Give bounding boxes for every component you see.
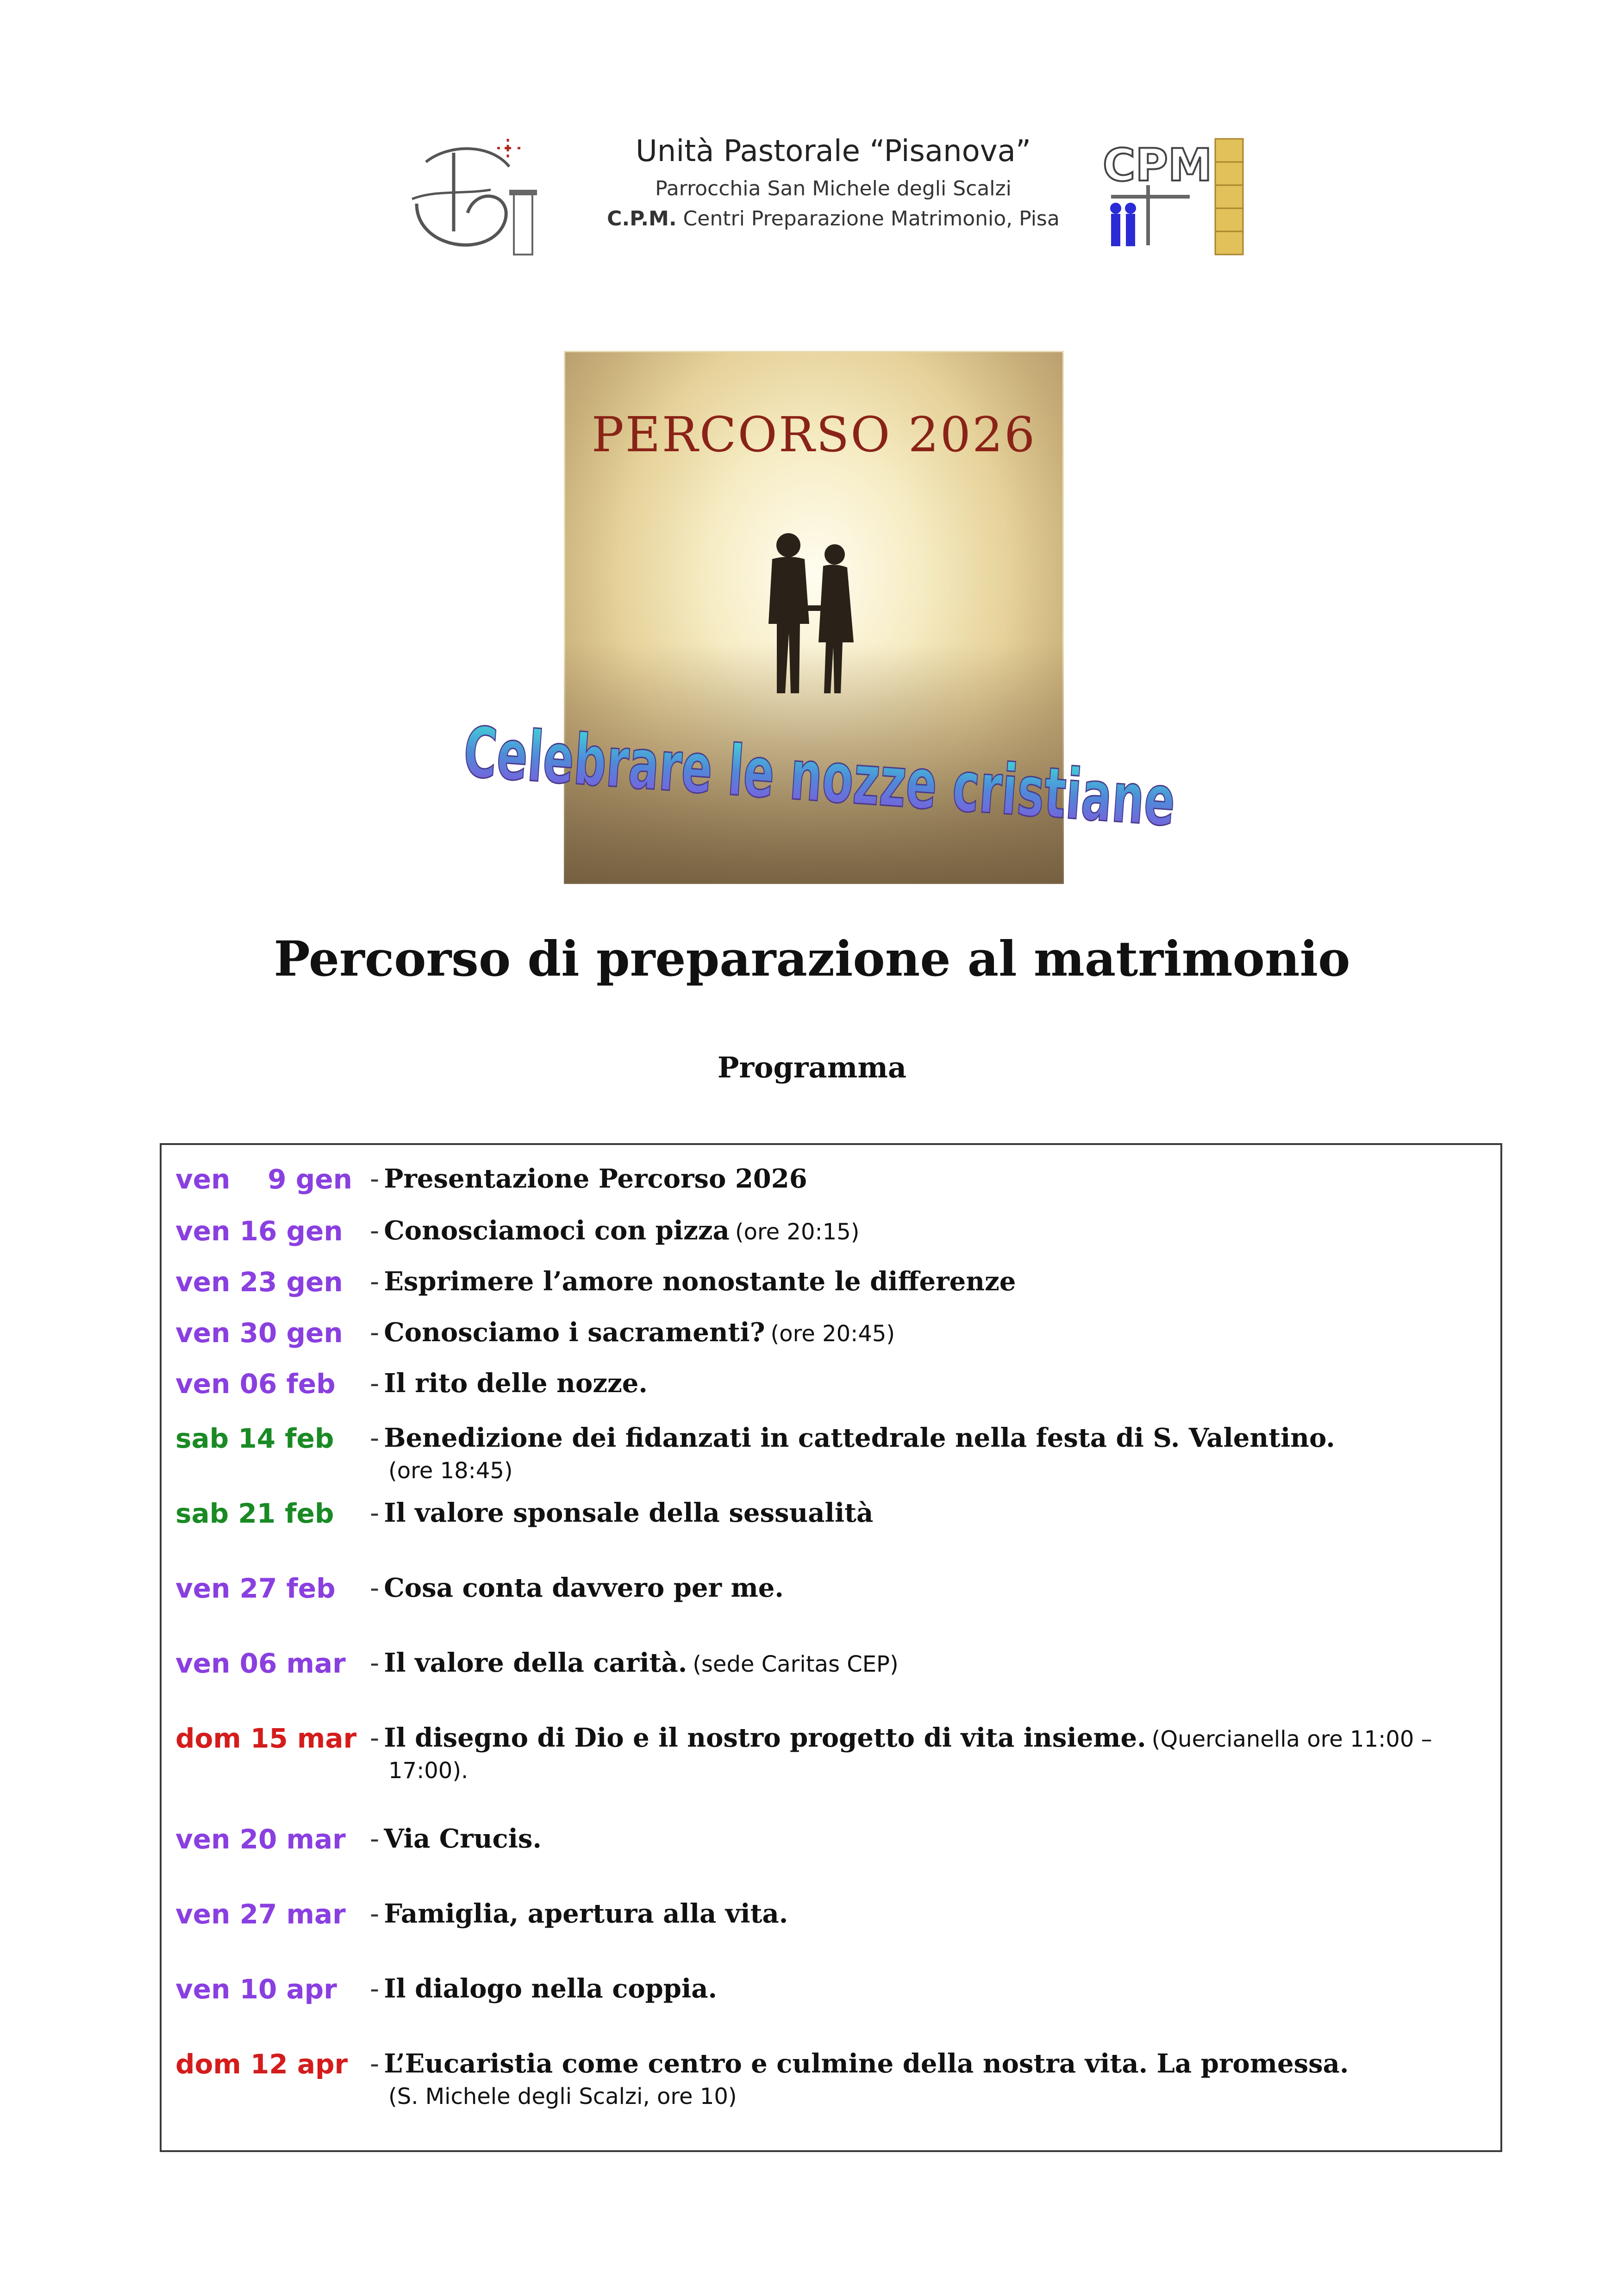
schedule-topic: Il dialogo nella coppia. [384,1973,718,2004]
dash: - [370,1216,380,1246]
dash: - [370,2049,380,2079]
dash: - [370,1824,380,1854]
schedule-desc [370,1317,1481,1348]
cpm-abbr: C.P.M. [607,207,677,230]
schedule-topic: Esprimere l’amore nonostante le differenze [384,1266,1016,1297]
schedule-date: sab 21 feb [175,1498,334,1529]
dash: - [370,1974,380,2004]
schedule-date: dom 12 apr [175,2048,348,2080]
header-text [602,134,1065,230]
section-title: Programma [717,1051,907,1084]
schedule-desc [370,1215,1481,1246]
schedule-note: (ore 20:15) [735,1219,860,1245]
dash: - [370,1369,380,1399]
schedule-date: ven 27 mar [175,1898,346,1930]
schedule-desc [370,1648,1481,1678]
dash: - [370,1723,380,1753]
schedule-date: dom 15 mar [175,1723,357,1754]
schedule-topic: Il disegno di Dio e il nostro progetto di vita insieme. [384,1723,1146,1753]
poster-title: PERCORSO 2026 [591,406,1037,463]
schedule-topic: L’Eucaristia come centro e culmine della nostra vita. La promessa. [384,2048,1349,2079]
schedule-desc [370,1368,1481,1399]
schedule-desc [370,1723,1481,1784]
schedule-date: ven 06 feb [175,1368,336,1400]
header [398,120,1278,273]
schedule-desc [370,1898,1481,1929]
schedule-topic: Conosciamoci con pizza [384,1215,730,1246]
dash: - [370,1899,380,1929]
schedule-topic: Famiglia, apertura alla vita. [384,1898,788,1929]
schedule-note: (Quercianella ore 11:00 – [1151,1726,1432,1752]
schedule-note-continued: 17:00). [388,1758,468,1784]
cpm-line [602,207,1065,230]
schedule-date: ven 30 gen [175,1317,343,1349]
dash: - [370,1498,380,1528]
schedule-note: (sede Caritas CEP) [693,1651,899,1677]
schedule-date: ven 9 gen [175,1164,352,1195]
schedule-desc [370,1498,1481,1528]
schedule-date: ven 20 mar [175,1823,346,1855]
schedule-desc [370,1973,1481,2004]
schedule-date: ven 10 apr [175,1973,337,2005]
cpm-logo-icon [1102,134,1255,259]
cpm-full: Centri Preparazione Matrimonio, Pisa [683,207,1060,230]
dash: - [370,1164,380,1194]
schedule-date: ven 06 mar [175,1648,346,1679]
cpm-logo-text: CPM [1103,139,1212,191]
page-title: Percorso di preparazione al matrimonio [274,930,1350,987]
dash: - [370,1318,380,1348]
schedule-topic: Il valore sponsale della sessualità [384,1498,874,1528]
poster-tagline: Celebrare le nozze cristiane [461,712,1555,869]
schedule-topic: Il valore della carità. [384,1648,687,1678]
schedule-date: ven 16 gen [175,1215,343,1247]
schedule-date: sab 14 feb [175,1423,334,1454]
schedule-note: (ore 18:45) [388,1458,513,1484]
schedule-desc [370,1266,1481,1297]
parish-name: Parrocchia San Michele degli Scalzi [655,177,1012,200]
schedule-desc [370,2048,1481,2109]
parish-logo-icon [398,134,551,268]
dash: - [370,1267,380,1297]
schedule-desc [370,1164,1481,1194]
schedule-note: (S. Michele degli Scalzi, ore 10) [388,2084,737,2109]
schedule-desc [370,1823,1481,1854]
schedule-topic: Conosciamo i sacramenti? [384,1317,765,1348]
schedule-topic: Cosa conta davvero per me. [384,1573,784,1603]
header-title: Unità Pastorale “Pisanova” [635,134,1031,168]
schedule-date: ven 27 feb [175,1573,336,1604]
schedule-topic: Benedizione dei fidanzati in cattedrale nella festa di S. Valentino. [384,1423,1335,1453]
schedule-desc [370,1573,1481,1603]
dash: - [370,1573,380,1603]
schedule-topic: Il rito delle nozze. [384,1368,648,1399]
dash: - [370,1648,380,1678]
schedule-date: ven 23 gen [175,1266,343,1298]
schedule-note: (ore 20:45) [770,1321,895,1347]
poster-tagline-art [458,712,1555,869]
schedule-box [160,1143,1502,2152]
schedule-topic: Via Crucis. [384,1823,542,1854]
schedule-desc [370,1423,1481,1484]
dash: - [370,1423,380,1453]
couple-silhouette-icon [744,527,883,703]
schedule-topic: Presentazione Percorso 2026 [384,1164,807,1194]
